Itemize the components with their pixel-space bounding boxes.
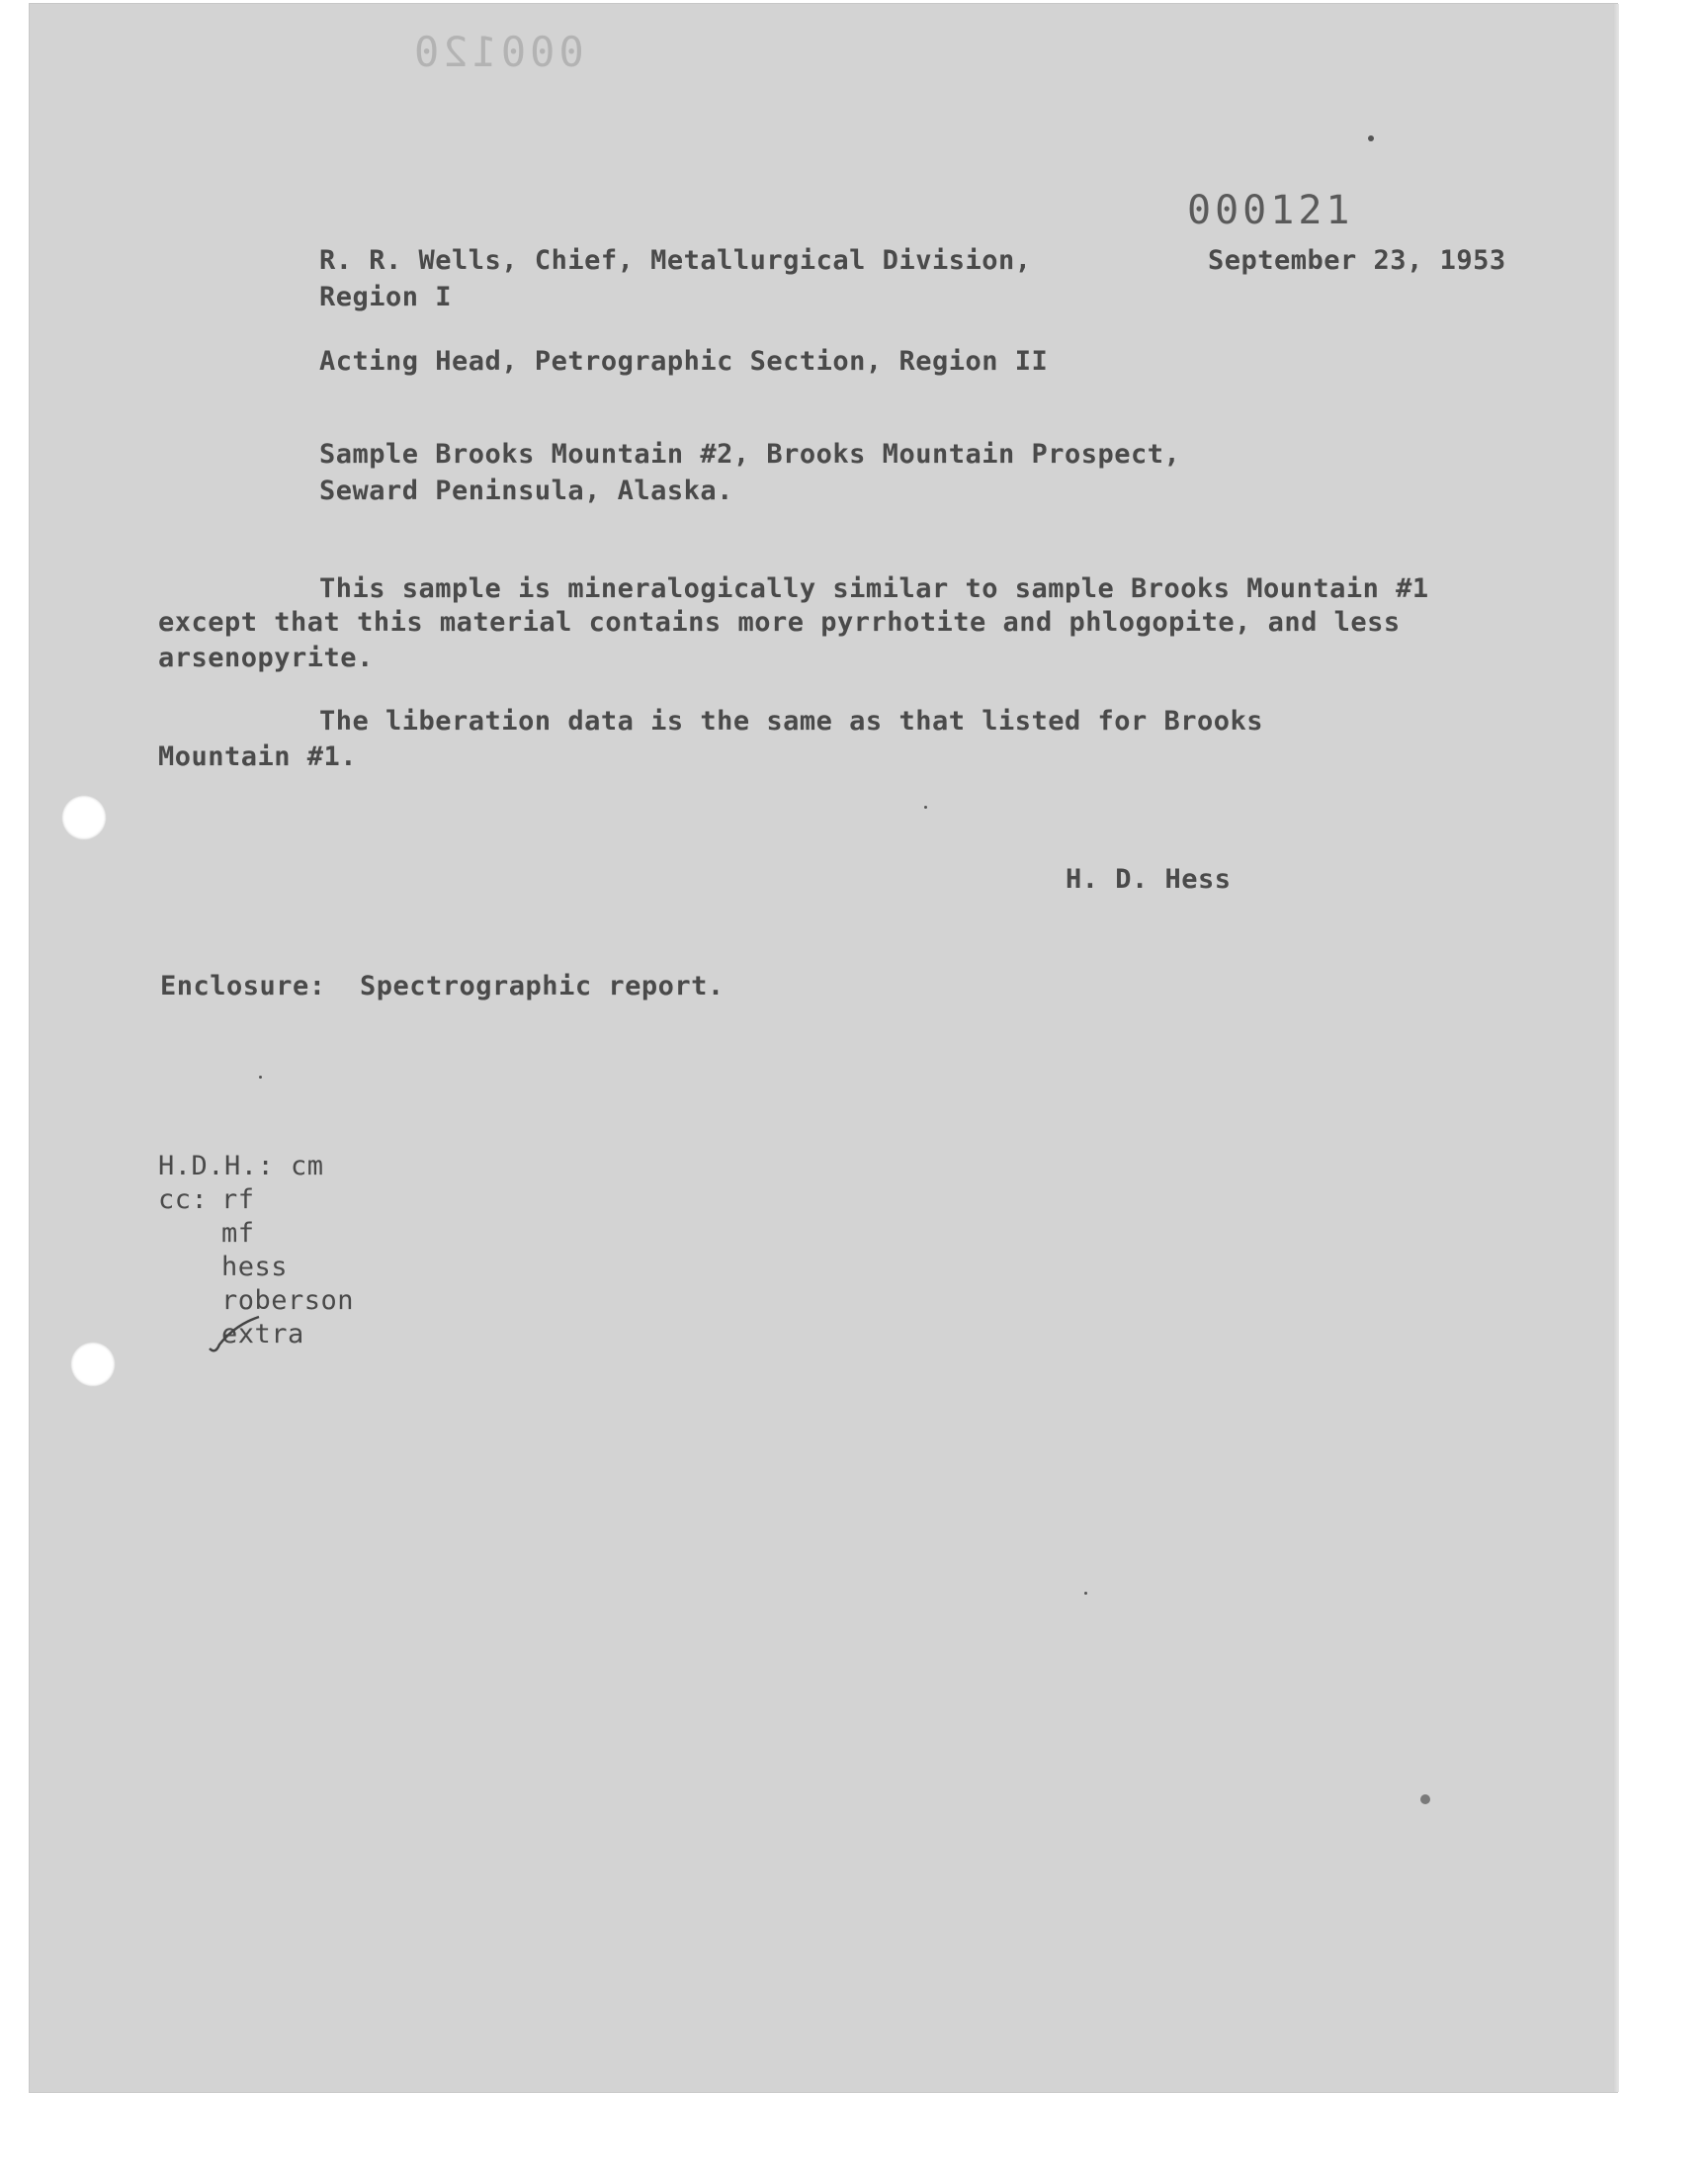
paper-speck [1084, 1592, 1087, 1595]
sender-line: Acting Head, Petrographic Section, Region II [319, 346, 1049, 377]
document-number: 000121 [1187, 188, 1354, 233]
paper-speck [1368, 135, 1374, 141]
recipient-line-1: R. R. Wells, Chief, Metallurgical Division, [319, 245, 1032, 276]
paragraph-2-line-2: Mountain #1. [158, 741, 358, 772]
cc-label: cc: [158, 1184, 209, 1215]
cc-item: mf [221, 1218, 255, 1249]
checkmark-icon [206, 1315, 265, 1358]
signature: H. D. Hess [1066, 864, 1232, 895]
enclosure-text: Spectrographic report. [360, 971, 725, 1001]
subject-line-1: Sample Brooks Mountain #2, Brooks Mountain Prospect, [319, 439, 1181, 470]
paragraph-1-line-1: This sample is mineralogically similar to sample Brooks Mountain #1 [319, 573, 1429, 604]
binder-hole [70, 1342, 116, 1387]
paper-speck [924, 806, 927, 809]
binder-hole [61, 795, 107, 840]
letter-date: September 23, 1953 [1208, 245, 1506, 276]
paper-speck [1420, 1794, 1430, 1804]
paragraph-1-line-2: except that this material contains more pyrrhotite and phlogopite, and less [158, 607, 1401, 638]
cc-item: roberson [221, 1285, 355, 1316]
paragraph-2-line-1: The liberation data is the same as that listed for Brooks [319, 706, 1264, 737]
recipient-line-2: Region I [319, 282, 453, 312]
bleed-through-number: 000120 [410, 28, 584, 76]
cc-item: extra [221, 1319, 304, 1349]
cc-item: hess [221, 1252, 289, 1282]
subject-line-2: Seward Peninsula, Alaska. [319, 476, 733, 506]
typist-initials: H.D.H.: cm [158, 1151, 324, 1181]
cc-item: rf [221, 1184, 255, 1215]
paragraph-1-line-3: arsenopyrite. [158, 643, 374, 673]
enclosure-label: Enclosure: [160, 971, 326, 1001]
document-page [30, 4, 1617, 2092]
page-edge [1613, 4, 1619, 2092]
paper-speck [259, 1076, 262, 1079]
